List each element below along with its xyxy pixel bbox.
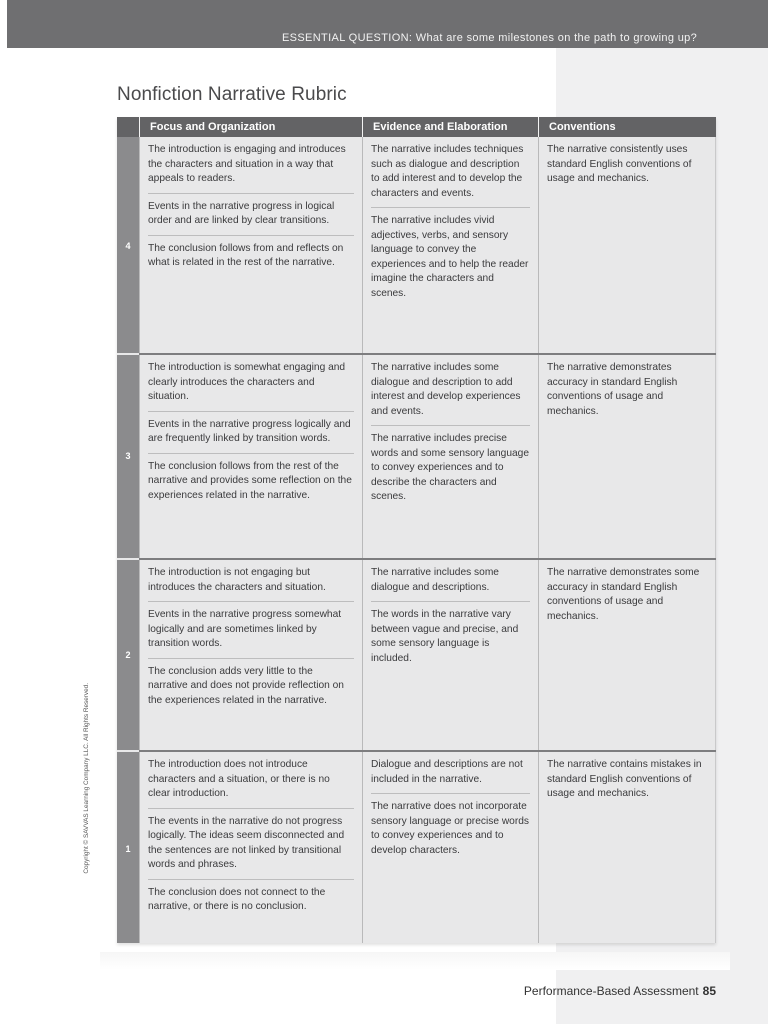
column-header-focus: Focus and Organization [139, 117, 362, 137]
rubric-row-4 [117, 137, 716, 353]
score-label: 4 [125, 241, 131, 251]
criterion-text: The introduction is somewhat engaging and clearly introduces the characters and situation. [148, 362, 346, 402]
criterion-text: The narrative includes some dialogue and description to add interest and develop experiences and events. [371, 362, 521, 417]
rubric-row-3 [117, 355, 716, 558]
score-label: 1 [125, 844, 131, 854]
criterion-text: The narrative includes vivid adjectives, verbs, and sensory language to convey the experiences and to help the reader imagine the characters and scenes. [371, 207, 530, 307]
score-label: 2 [125, 650, 131, 660]
column-header-conventions: Conventions [538, 117, 716, 137]
criterion-text: The narrative includes techniques such as dialogue and description to add interest and to develop the characters and events. [371, 144, 524, 199]
rubric-row-1 [117, 752, 716, 943]
score-label: 3 [125, 451, 131, 461]
criterion-text: The narrative demonstrates accuracy in standard English conventions of usage and mechanics. [547, 362, 678, 417]
criterion-text: The conclusion adds very little to the narrative and does not provide reflection on the experiences related in the narrative. [148, 658, 354, 715]
conventions-cell [538, 137, 716, 353]
criterion-text: The introduction is not engaging but introduces the characters and situation. [148, 567, 326, 593]
page-number: 85 [702, 984, 716, 998]
criterion-text: Events in the narrative progress logically and are frequently linked by transition words. [148, 411, 354, 453]
criterion-text: The narrative includes some dialogue and descriptions. [371, 567, 499, 593]
criterion-text: The narrative demonstrates some accuracy in standard English conventions of usage and mechanics. [547, 567, 700, 622]
rubric-header-row [117, 117, 716, 137]
criterion-text: The narrative does not incorporate sensory language or precise words to convey experiences and to develop characters. [371, 793, 530, 864]
criterion-text: Events in the narrative progress somewhat logically and are sometimes linked by transition words. [148, 601, 354, 658]
column-header-evidence: Evidence and Elaboration [362, 117, 538, 137]
criterion-text: The events in the narrative do not progress logically. The ideas seem disconnected and the sentences are not linked by transitional words and phrases. [148, 808, 354, 879]
evidence-cell [362, 752, 538, 943]
criterion-text: The narrative includes precise words and some sensory language to convey experiences and to describe the characters and scenes. [371, 425, 530, 511]
evidence-cell [362, 355, 538, 558]
criterion-text: The words in the narrative vary between vague and precise, and some sensory language is included. [371, 601, 530, 672]
criterion-text: Events in the narrative progress in logical order and are linked by clear transitions. [148, 193, 354, 235]
criterion-text: The introduction does not introduce characters and a situation, or there is no clear introduction. [148, 759, 330, 799]
evidence-cell [362, 560, 538, 750]
criterion-text: The narrative consistently uses standard English conventions of usage and mechanics. [547, 144, 692, 184]
page-title: Nonfiction Narrative Rubric [117, 84, 347, 105]
criterion-text: The conclusion follows from and reflects on what is related in the rest of the narrative. [148, 235, 354, 277]
conventions-cell [538, 560, 716, 750]
conventions-cell [538, 752, 716, 943]
essential-question: ESSENTIAL QUESTION: What are some milestones on the path to growing up? [282, 32, 698, 44]
footer-label: Performance-Based Assessment [523, 984, 699, 998]
copyright-notice: Copyright © SAVVAS Learning Company LLC. All Rights Reserved. [83, 683, 90, 874]
page-footer [524, 984, 716, 998]
focus-cell [139, 355, 362, 558]
focus-cell [139, 560, 362, 750]
criterion-text: The conclusion follows from the rest of the narrative and provides some reflection on the experiences related in the narrative. [148, 453, 354, 510]
criterion-text: The conclusion does not connect to the narrative, or there is no conclusion. [148, 879, 354, 921]
rubric-table [117, 117, 716, 943]
evidence-cell [362, 137, 538, 353]
focus-cell [139, 137, 362, 353]
criterion-text: The narrative contains mistakes in standard English conventions of usage and mechanics. [547, 759, 702, 799]
rubric-row-2 [117, 560, 716, 750]
criterion-text: The introduction is engaging and introduces the characters and situation in a way that appeals to readers. [148, 144, 346, 184]
criterion-text: Dialogue and descriptions are not included in the narrative. [371, 759, 523, 785]
focus-cell [139, 752, 362, 943]
conventions-cell [538, 355, 716, 558]
table-shadow-band [100, 952, 730, 970]
